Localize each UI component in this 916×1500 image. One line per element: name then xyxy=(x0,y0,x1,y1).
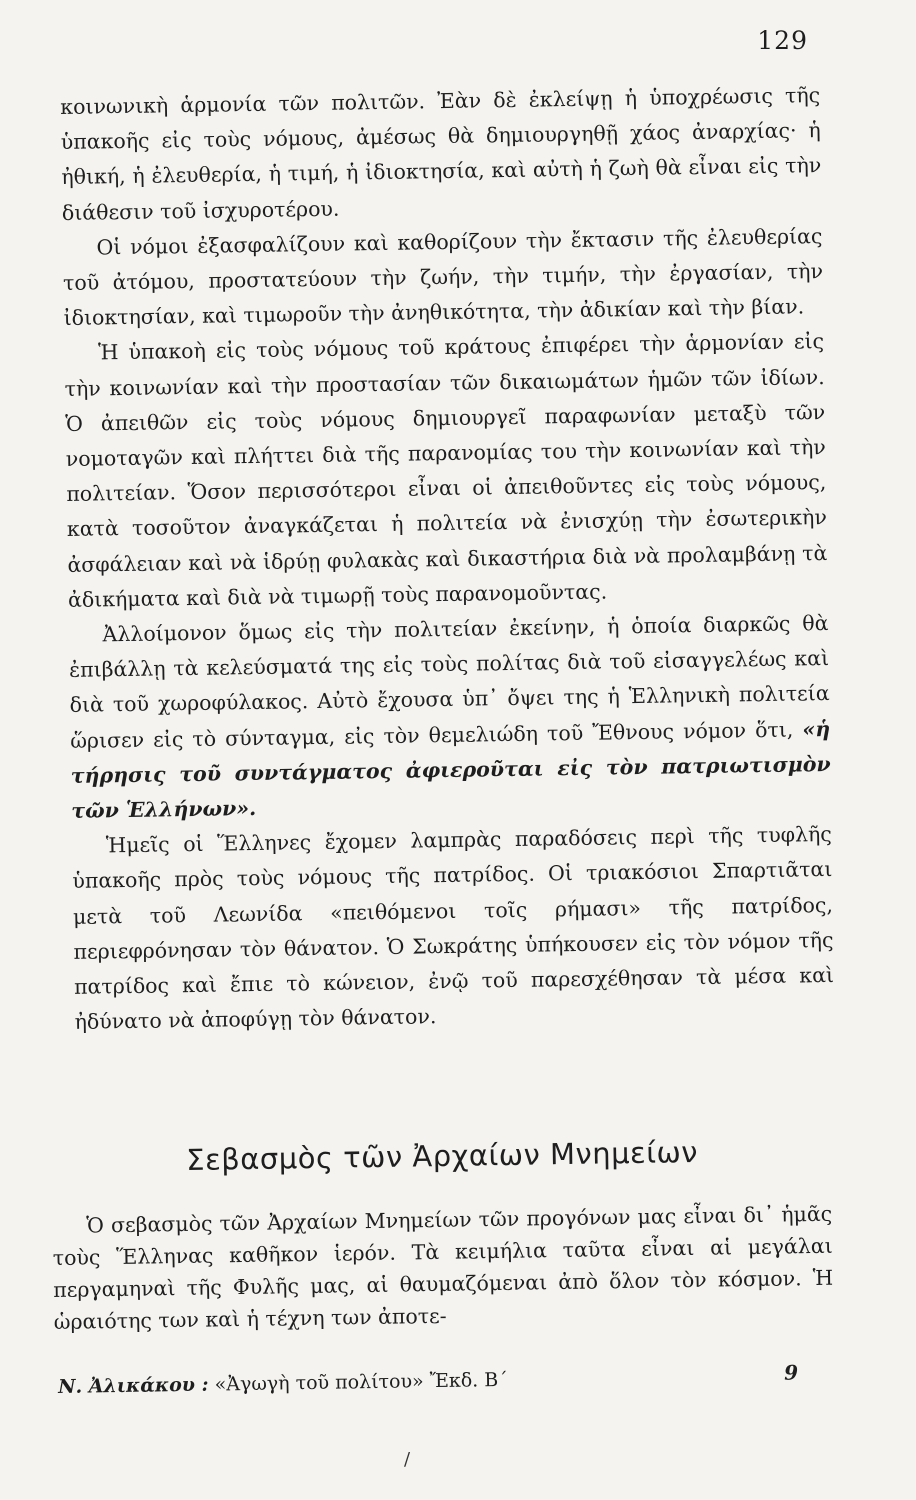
constitution-quote: «ἡ τήρησις τοῦ συντάγματος ἀφιεροῦται εἰς τὸν πατριωτισμὸν τῶν Ἑλλήνων». xyxy=(70,716,831,823)
paragraph-traditions: Ἡμεῖς οἱ Ἕλληνες ἔχομεν λαμπρὰς παραδόσεις περὶ τῆς τυφλῆς ὑπακοῆς πρὸς τοὺς νόμους τῆς πατρίδος. Οἱ τριακόσιοι Σπαρτιᾶται μετὰ τοῦ Λεωνίδα «πειθόμενοι τοῖς ρήμασι» τῆς πατρίδος, περιεφρόνησαν τὸν θάνατον. Ὁ Σωκράτης ὑπήκουσεν εἰς τὸν νόμον τῆς πατρίδος καὶ ἔπιε τὸ κώνειον, ἐνῷ τοῦ παρεσχέθησαν τὰ μέσα καὶ ἠδύνατο νὰ ἀποφύγῃ τὸν θάνατον. xyxy=(72,822,835,1035)
paragraph-constitution xyxy=(68,606,831,829)
section-heading: Σεβασμὸς τῶν Ἀρχαίων Μνημείων xyxy=(186,1134,699,1177)
paragraph-laws-freedom: Οἱ νόμοι ἐξασφαλίζουν καὶ καθορίζουν τὴν ἔκτασιν τῆς ἐλευθερίας τοῦ ἀτόμου, προστατεύουν τὴν ζωήν, τὴν τιμήν, τὴν ἐργασίαν, τὴν ἰδιοκτησίαν, καὶ τιμωροῦν τὴν ἀνηθικότητα, τὴν ἀδικίαν καὶ τὴν βίαν. xyxy=(62,223,824,331)
footer-signature-number: 9 xyxy=(783,1360,799,1385)
constitution-lead-text: Ἀλλοίμονον ὅμως εἰς τὴν πολιτείαν ἐκείνην, ἡ ὁποία διαρκῶς θὰ ἐπιβάλλῃ τὰ κελεύσματά της εἰς τοὺς πολίτας διὰ τοῦ εἰσαγγελέως καὶ διὰ τοῦ χωροφύλακος. Αὐτὸ ἔχουσα ὑπ᾽ ὄψει της ἡ Ἑλληνικὴ πολιτεία ὥρισεν εἰς τὸ σύνταγμα, εἰς τὸν θεμελιώδη τοῦ Ἔθνους νόμον ὅτι, xyxy=(68,611,830,753)
paragraph-obedience: Ἡ ὑπακοὴ εἰς τοὺς νόμους τοῦ κράτους ἐπιφέρει τὴν ἁρμονίαν εἰς τὴν κοινωνίαν καὶ τὴν προστασίαν τῶν δικαιωμάτων ἡμῶν τῶν ἰδίων. Ὁ ἀπειθῶν εἰς τοὺς νόμους δημιουργεῖ παραφωνίαν μεταξὺ τῶν νομοταγῶν καὶ πλήττει διὰ τῆς παρανομίας του τὴν κοινωνίαν καὶ τὴν πολιτείαν. Ὅσον περισσότεροι εἶναι οἱ ἀπειθοῦντες εἰς τοὺς νόμους, κατὰ τοσοῦτον ἀναγκάζεται ἡ πολιτεία νὰ ἐνισχύῃ τὴν ἐσωτερικὴν ἀσφάλειαν καὶ νὰ ἱδρύῃ φυλακὰς καὶ δικαστήρια διὰ νὰ προλαμβάνῃ τὰ ἀδικήματα καὶ διὰ νὰ τιμωρῇ τοὺς παρανομοῦντας. xyxy=(64,329,828,612)
section-text-block xyxy=(52,1198,834,1338)
paragraph-monuments: Ὁ σεβασμὸς τῶν Ἀρχαίων Μνημείων τῶν προγόνων μας εἶναι δι᾽ ἡμᾶς τοὺς Ἕλληνας καθῆκον ἱερόν. Τὰ κειμήλια ταῦτα εἶναι αἱ μεγάλαι περγαμηναὶ τῆς Φυλῆς μας, αἱ θαυμαζόμεναι ἀπὸ ὅλον τὸν κόσμον. Ἡ ὡραιότης των καὶ ἡ τέχνη των ἀποτε- xyxy=(52,1201,834,1334)
stray-mark: / xyxy=(404,1449,411,1470)
main-text-block xyxy=(60,78,835,1040)
footer-book-title: «Ἀγωγὴ τοῦ πολίτου» Ἔκδ. Β´ xyxy=(214,1368,508,1396)
page-number: 129 xyxy=(757,26,808,55)
paragraph-continuation: κοινωνικὴ ἁρμονία τῶν πολιτῶν. Ἐὰν δὲ ἐκλείψῃ ἡ ὑποχρέωσις τῆς ὑπακοῆς εἰς τοὺς νόμους, ἀμέσως θὰ δημιουργηθῇ χάος ἀναρχίας· ἡ ἠθική, ἡ ἐλευθερία, ἡ τιμή, ἡ ἰδιοκτησία, καὶ αὐτὴ ἡ ζωὴ θὰ εἶναι εἰς τὴν διάθεσιν τοῦ ἰσχυροτέρου. xyxy=(60,83,822,225)
page-footer xyxy=(58,1360,799,1398)
footer-author: Ν. Ἀλικάκου : xyxy=(58,1373,209,1398)
